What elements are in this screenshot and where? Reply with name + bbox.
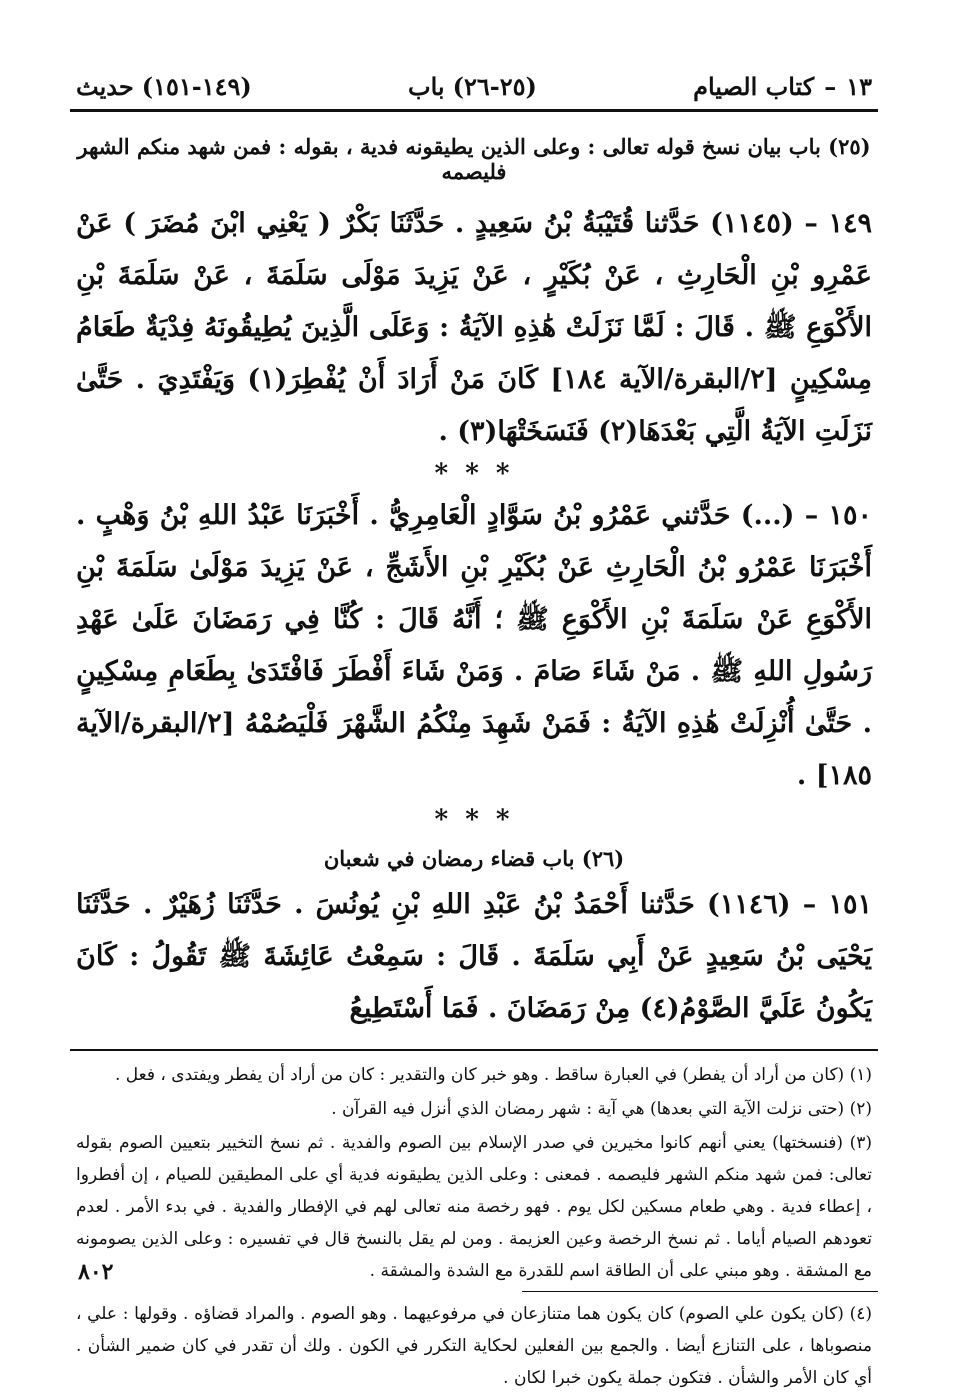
running-header [70,72,878,112]
header-bab-label: باب [407,72,445,101]
footnote-divider [522,1291,878,1292]
header-hadith [76,72,252,101]
section-separator: * * * [434,805,514,835]
chapter-25-title: (٢٥) باب بيان نسخ قوله تعالى : وعلى الذين يطيقونه فدية ، بقوله : فمن شهد منكم الشهر فليصمه [77,134,871,184]
chapter-26-title: (٢٦) باب قضاء رمضان في شعبان [323,846,625,871]
hadith-150: ١٥٠ – (...) حَدَّثني عَمْرُو بْنُ سَوَّادٍ الْعَامِرِيُّ . أَخْبَرَنَا عَبْدُ اللهِ بْنُ وَهْبٍ . أَخْبَرَنَا عَمْرُو بْنُ الْحَارِثِ عَنْ بُكَيْرِ بْنِ الأَشَجِّ ، عَنْ يَزِيدَ مَوْلَىٰ سَلَمَةَ بْنِ الأَكْوَعِ عَنْ سَلَمَةَ بْنِ الأَكْوَعِ ﷺ ؛ أَنَّهُ قَالَ : كُنَّا فِي رَمَضَانَ عَلَىٰ عَهْدِ رَسُولِ اللهِ ﷺ . مَنْ شَاءَ صَامَ . وَمَنْ شَاءَ أَفْطَرَ فَافْتَدَىٰ بِطَعَامِ مِسْكِينٍ . حَتَّىٰ أُنْزِلَتْ هَٰذِهِ الآيَةُ : فَمَنْ شَهِدَ مِنْكُمُ الشَّهْرَ فَلْيَصُمْهُ [٢/البقرة/الآية ١٨٥] . [76,500,872,791]
header-page-prefix: ١٣ [846,72,872,101]
section-separator: * * * [434,459,514,489]
header-book-title: كتاب الصيام [693,72,815,101]
page-number: ٨٠٢ [78,1259,114,1285]
footnote-1: (١) (كان من أراد أن يفطر) في العبارة ساقط . وهو خبر كان والتقدير : كان من أراد أن يفطر ويفتدى ، فعل . [115,1065,872,1085]
header-hadith-label: حديث [76,72,134,101]
hadith-151: ١٥١ – (١١٤٦) حَدَّثنا أَحْمَدُ بْنُ عَبْدِ اللهِ بْنِ يُونُسَ . حَدَّثَنَا زُهَيْرٌ . حَدَّثَنَا يَحْيَى بْنُ سَعِيدٍ عَنْ أَبِي سَلَمَةَ . قَالَ : سَمِعْتُ عَائِشَةَ ﷺ تَقُولُ : كَانَ يَكُونُ عَلَيَّ الصَّوْمُ(٤) مِنْ رَمَضَانَ . فَمَا أَسْتَطِيعُ [76,889,873,1024]
footnote-3: (٣) (فنسختها) يعني أنهم كانوا مخيرين في صدر الإسلام بين الصوم والفدية . ثم نسخ التخيير بتعيين الصوم بقوله تعالى: فمن شهد منكم الشهر فليصمه . فمعنى : وعلى الذين يطيقونه فدية أي على المطيقين للصيام ، إن أفطروا ، إعطاء فدية . وهي طعام مسكين لكل يوم . فهو رخصة منه تعالى لهم في الإفطار والفدية . في بدء الأمر . لعدم تعودهم الصيام أياما . ثم نسخ الرخصة وعين العزيمة . ومن لم يقل بالنسخ قال في تفسيره : وعلى الذين يصومونه مع المشقة . وهو مبني على أن الطاقة اسم للقدرة مع الشدة والمشقة . [76,1133,872,1281]
header-bab-range: (٢٥-٢٦) [452,72,537,101]
footnote-4: (٤) (كان يكون علي الصوم) كان يكون هما متنازعان في مرفوعيهما . وهو الصوم . والمراد قضاؤه . وقولها : علي ، منصوباها ، على التنازع أيضا . والجمع بين الفعلين لحكاية التكرر في الكون . ولك أن تقدر في كان ضمير الشأن . أي كان الأمر والشأن . فتكون جملة يكون خبرا لكان . [76,1304,872,1388]
header-dash: – [824,72,837,101]
hadith-149: ١٤٩ – (١١٤٥) حَدَّثنا قُتَيْبَةُ بْنُ سَعِيدٍ . حَدَّثَنَا بَكْرٌ ( يَعْنِي ابْنَ مُضَرَ ) عَنْ عَمْرِو بْنِ الْحَارِثِ ، عَنْ بُكَيْرٍ ، عَنْ يَزِيدَ مَوْلَى سَلَمَةَ ، عَنْ سَلَمَةَ بْنِ الأَكْوَعِ ﷺ . قَالَ : لَمَّا نَزَلَتْ هَٰذِهِ الآيَةُ : وَعَلَى الَّذِينَ يُطِيقُونَهُ فِدْيَةٌ طَعَامُ مِسْكِينٍ [٢/البقرة/الآية ١٨٤] كَانَ مَنْ أَرَادَ أَنْ يُفْطِرَ(١) وَيَفْتَدِيَ . حَتَّىٰ نَزَلَتِ الآيَةُ الَّتِي بَعْدَهَا(٢) فَنَسَخَتْهَا(٣) . [76,208,873,447]
footnotes [70,1049,878,1394]
header-book [693,72,872,101]
header-hadith-range: (١٤٩-١٥١) [141,72,252,101]
footnote-2: (٢) (حتى نزلت الآية التي بعدها) هي آية : شهر رمضان الذي أنزل فيه القرآن . [331,1099,872,1119]
header-bab [408,72,537,101]
